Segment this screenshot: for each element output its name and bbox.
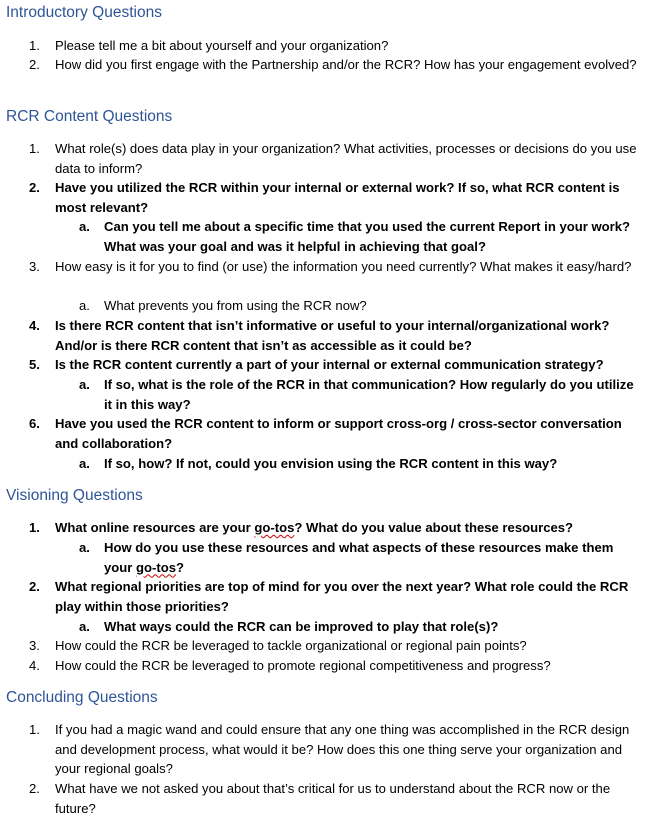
list-number: 1. bbox=[29, 38, 40, 53]
question-text: How could the RCR be leveraged to promote regional competitiveness and progress? bbox=[55, 658, 551, 673]
heading-rcr-content-questions: RCR Content Questions bbox=[6, 108, 173, 125]
question-text: Have you utilized the RCR within your internal or external work? If so, what RCR content is most relevant? bbox=[55, 180, 620, 215]
list-item-visioning-2a bbox=[79, 617, 645, 637]
question-text: Have you used the RCR content to inform or support cross-org / cross-sector conversation and collaboration? bbox=[55, 416, 622, 451]
spellcheck-word: go-tos bbox=[254, 520, 295, 535]
heading-introductory-questions: Introductory Questions bbox=[6, 4, 162, 21]
question-text: If so, what is the role of the RCR in that communication? How regularly do you utilize it in this way? bbox=[104, 377, 634, 412]
question-text: Is there RCR content that isn’t informative or useful to your internal/organizational work? And/or is there RCR content that isn’t as accessible as it could be? bbox=[55, 318, 610, 353]
list-item-concluding-2 bbox=[29, 779, 643, 818]
question-text: Please tell me a bit about yourself and your organization? bbox=[55, 38, 389, 53]
list-item-concluding-1 bbox=[29, 720, 643, 779]
list-number: 1. bbox=[29, 722, 40, 737]
list-item-visioning-1a bbox=[79, 538, 645, 577]
question-text: What online resources are your go-tos? What do you value about these resources? bbox=[55, 520, 574, 535]
list-number: 3. bbox=[29, 259, 40, 274]
question-text: What role(s) does data play in your organization? What activities, processes or decisions do you use data to inform? bbox=[55, 141, 637, 176]
list-item-content-3 bbox=[29, 257, 643, 277]
list-item-intro-1 bbox=[29, 36, 643, 56]
list-number: 4. bbox=[29, 318, 40, 333]
list-letter: a. bbox=[79, 298, 90, 313]
question-text: What prevents you from using the RCR now? bbox=[104, 298, 367, 313]
list-number: 2. bbox=[29, 57, 40, 72]
list-number: 4. bbox=[29, 658, 40, 673]
list-item-content-4 bbox=[29, 316, 643, 355]
question-text: Can you tell me about a specific time that you used the current Report in your work? What was your goal and was it helpful in achieving that goal? bbox=[104, 219, 631, 254]
list-letter: a. bbox=[79, 619, 90, 634]
heading-visioning-questions: Visioning Questions bbox=[6, 487, 143, 504]
list-letter: a. bbox=[79, 456, 90, 471]
question-text: If so, how? If not, could you envision using the RCR content in this way? bbox=[104, 456, 558, 471]
question-text: How easy is it for you to find (or use) the information you need currently? What makes it easy/hard? bbox=[55, 259, 632, 274]
list-item-content-5a bbox=[79, 375, 645, 414]
question-text: What have we not asked you about that’s critical for us to understand about the RCR now or the future? bbox=[55, 781, 611, 816]
spellcheck-word: go-tos bbox=[136, 559, 177, 575]
list-number: 2. bbox=[29, 579, 40, 594]
list-item-visioning-3 bbox=[29, 636, 643, 656]
list-item-content-2a bbox=[79, 217, 645, 256]
list-number: 5. bbox=[29, 357, 40, 372]
list-number: 2. bbox=[29, 180, 40, 195]
question-text: What ways could the RCR can be improved to play that role(s)? bbox=[104, 619, 499, 634]
question-text: How could the RCR be leveraged to tackle organizational or regional pain points? bbox=[55, 638, 527, 653]
list-item-content-2 bbox=[29, 178, 643, 217]
list-number: 1. bbox=[29, 520, 40, 535]
list-item-visioning-2 bbox=[29, 577, 643, 616]
question-text: If you had a magic wand and could ensure that any one thing was accomplished in the RCR design and development process, what would it be? How does this one thing serve your organization and your regional goals? bbox=[55, 722, 630, 776]
list-number: 6. bbox=[29, 416, 40, 431]
list-item-content-6a bbox=[79, 454, 645, 474]
list-letter: a. bbox=[79, 219, 90, 234]
list-item-content-6 bbox=[29, 414, 643, 453]
question-text: How do you use these resources and what aspects of these resources make them your go-tos? bbox=[104, 540, 614, 575]
list-letter: a. bbox=[79, 377, 90, 392]
question-text: Is the RCR content currently a part of your internal or external communication strategy? bbox=[55, 357, 604, 372]
list-item-content-5 bbox=[29, 355, 643, 375]
list-number: 2. bbox=[29, 781, 40, 796]
heading-concluding-questions: Concluding Questions bbox=[6, 689, 158, 706]
list-number: 1. bbox=[29, 141, 40, 156]
list-item-content-1 bbox=[29, 139, 643, 178]
list-number: 3. bbox=[29, 638, 40, 653]
list-item-visioning-4 bbox=[29, 656, 643, 676]
list-item-intro-2 bbox=[29, 55, 643, 75]
list-item-visioning-1 bbox=[29, 518, 643, 538]
question-text: How did you first engage with the Partnership and/or the RCR? How has your engagement evolved? bbox=[55, 57, 637, 72]
list-letter: a. bbox=[79, 540, 90, 555]
list-item-content-3a bbox=[79, 296, 645, 316]
question-text: What regional priorities are top of mind for you over the next year? What role could the RCR play within those priorities? bbox=[55, 579, 629, 614]
